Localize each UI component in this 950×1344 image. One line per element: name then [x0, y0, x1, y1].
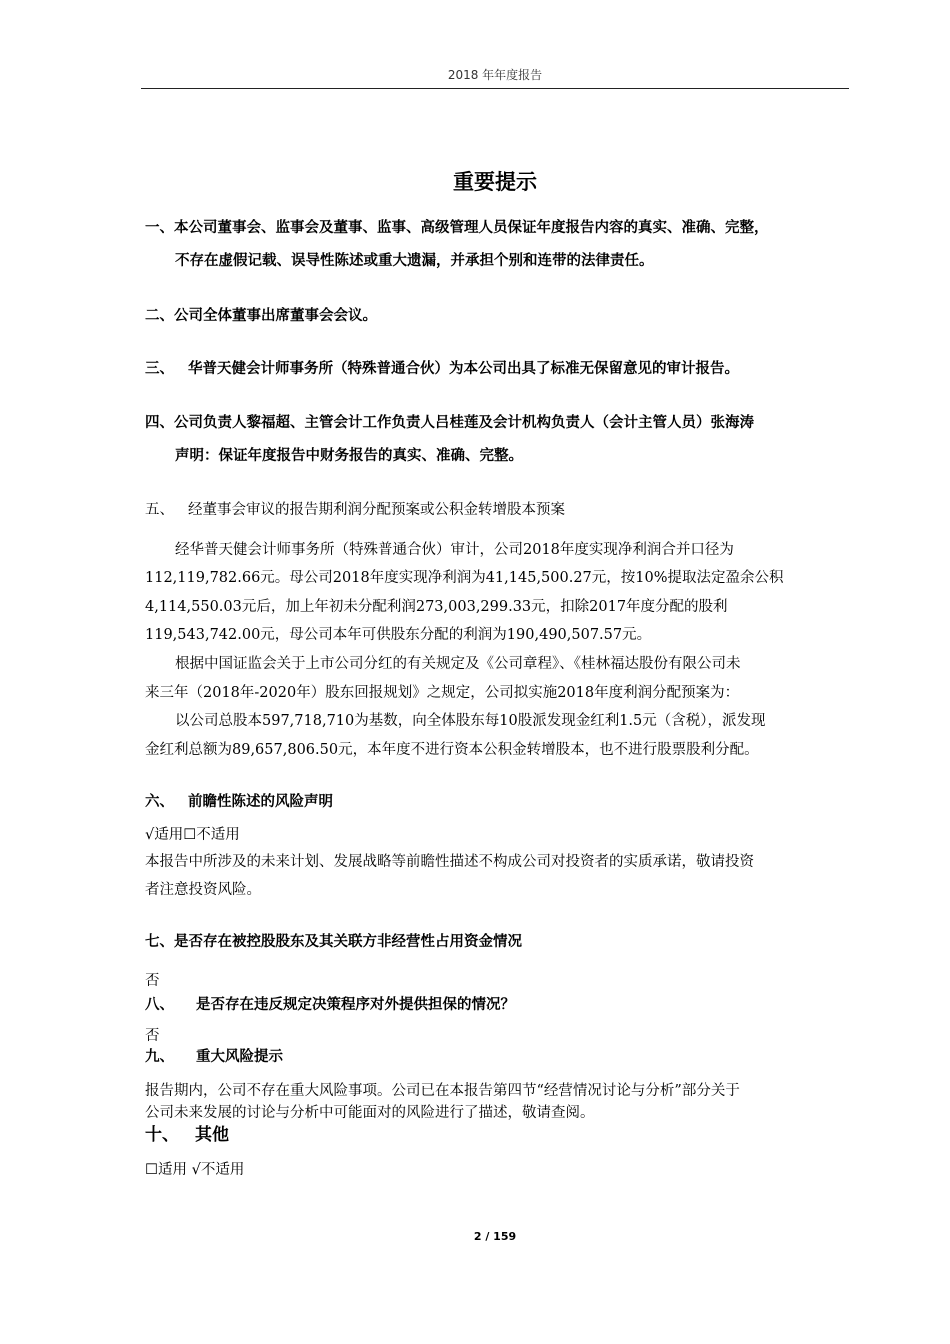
section-3	[145, 359, 739, 379]
section-5-para-3-line-1: 以公司总股本597,718,710为基数，向全体股东每10股派发现金红利1.5元（含税），派发现	[175, 713, 766, 729]
header-rule	[141, 88, 849, 89]
page-number: 2 / 159	[473, 1230, 517, 1243]
section-6-heading	[145, 792, 333, 812]
section-8-heading	[145, 995, 515, 1015]
section-9-title: 重大风险提示	[196, 1049, 283, 1065]
section-5-title: 经董事会审议的报告期利润分配预案或公积金转增股本预案	[188, 502, 565, 518]
section-9-para-line-2: 公司未来发展的讨论与分析中可能面对的风险进行了描述，敬请查阅。	[145, 1105, 595, 1121]
section-9-para-line-1: 报告期内，公司不存在重大风险事项。公司已在本报告第四节“经营情况讨论与分析”部分关于	[145, 1083, 740, 1099]
section-8-title: 是否存在违反规定决策程序对外提供担保的情况？	[196, 997, 515, 1013]
section-10-choice: ☐适用 √不适用	[145, 1162, 245, 1178]
section-5-para-1-line-1: 经华普天健会计师事务所（特殊普通合伙）审计，公司2018年度实现净利润合并口径为	[175, 542, 734, 558]
section-10-title: 其他	[195, 1125, 229, 1145]
section-10-num: 十、	[145, 1125, 179, 1145]
section-1-line-1: 一、本公司董事会、监事会及董事、监事、高级管理人员保证年度报告内容的真实、准确、完整，	[145, 220, 769, 236]
section-5-num: 五、	[145, 502, 174, 518]
section-10-heading	[145, 1125, 229, 1145]
section-2: 二、公司全体董事出席董事会会议。	[145, 308, 377, 324]
section-3-num: 三、	[145, 361, 174, 377]
section-9-heading	[145, 1047, 283, 1067]
section-9-num: 九、	[145, 1049, 174, 1065]
page-header: 2018 年年度报告	[447, 68, 543, 82]
section-4-line-2: 声明：保证年度报告中财务报告的真实、准确、完整。	[175, 448, 523, 464]
section-1-line-2: 不存在虚假记载、误导性陈述或重大遗漏，并承担个别和连带的法律责任。	[175, 253, 654, 269]
section-6-title: 前瞻性陈述的风险声明	[188, 794, 333, 810]
section-6-para-line-1: 本报告中所涉及的未来计划、发展战略等前瞻性描述不构成公司对投资者的实质承诺，敬请投资	[145, 854, 754, 870]
section-6-para-line-2: 者注意投资风险。	[145, 882, 261, 898]
section-6-num: 六、	[145, 794, 174, 810]
section-5-heading	[145, 500, 565, 520]
section-5-para-2-line-1: 根据中国证监会关于上市公司分红的有关规定及《公司章程》、《桂林福达股份有限公司未	[175, 656, 741, 672]
section-5-para-1-line-2: 112,119,782.66元。母公司2018年度实现净利润为41,145,500.27元，按10%提取法定盈余公积	[145, 570, 784, 586]
section-6-choice: √适用☐不适用	[145, 827, 240, 843]
section-3-text: 华普天健会计师事务所（特殊普通合伙）为本公司出具了标准无保留意见的审计报告。	[188, 361, 739, 377]
section-7-heading: 七、是否存在被控股股东及其关联方非经营性占用资金情况	[145, 934, 522, 950]
section-4-line-1: 四、公司负责人黎福超、主管会计工作负责人吕桂莲及会计机构负责人（会计主管人员）张海涛	[145, 415, 754, 431]
section-5-para-3-line-2: 金红利总额为89,657,806.50元，本年度不进行资本公积金转增股本，也不进行股票股利分配。	[145, 742, 759, 758]
section-5-para-1-line-3: 4,114,550.03元后，加上年初未分配利润273,003,299.33元，扣除2017年度分配的股利	[145, 599, 728, 615]
section-8-num: 八、	[145, 997, 174, 1013]
section-8-answer: 否	[145, 1028, 160, 1044]
page-title: 重要提示	[453, 170, 537, 194]
section-5-para-1-line-4: 119,543,742.00元，母公司本年可供股东分配的利润为190,490,507.57元。	[145, 627, 652, 643]
section-5-para-2-line-2: 来三年（2018年-2020年）股东回报规划》之规定，公司拟实施2018年度利润分配预案为：	[145, 685, 740, 701]
section-7-answer: 否	[145, 973, 160, 989]
